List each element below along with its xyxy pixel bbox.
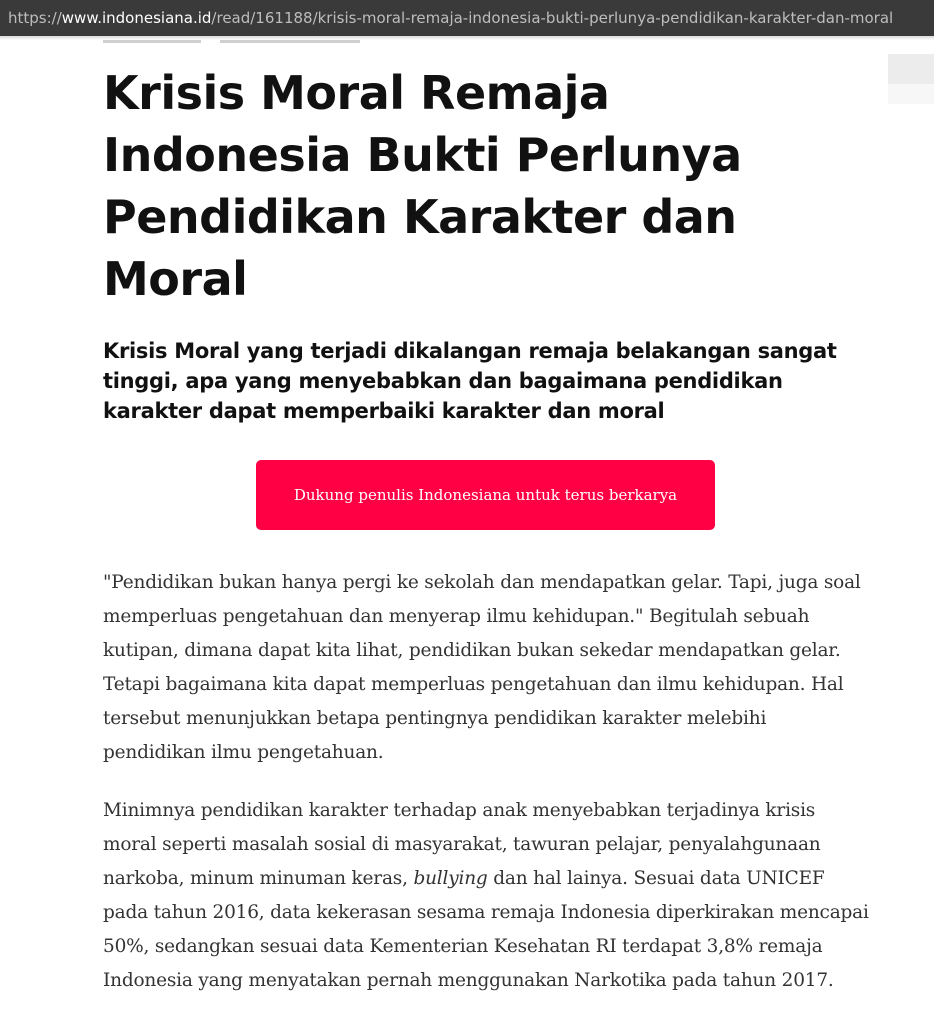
address-bar[interactable]: [0, 0, 934, 36]
article-container: [103, 62, 873, 1022]
article-subtitle: Krisis Moral yang terjadi dikalangan remaja belakangan sangat tinggi, apa yang menyebabkan dan bagaimana pendidikan karakter dapat memperbaiki karakter dan moral: [103, 339, 837, 423]
paragraph-2-italic-term: bullying: [413, 868, 488, 889]
url-path: /read/161188/krisis-moral-remaja-indonesia-bukti-perlunya-pendidikan-karakter-dan-moral: [211, 9, 894, 27]
support-writer-button[interactable]: Dukung penulis Indonesiana untuk terus berkarya: [256, 460, 715, 530]
top-nav-tab-2[interactable]: [220, 40, 360, 43]
paragraph-2-text-b: dan hal lainya. Sesuai data UNICEF pada tahun 2016, data kekerasan sesama remaja Indonesia diperkirakan mencapai 50%, sedangkan sesuai data Kementerian Kesehatan RI terdapat 3,8% remaja Indonesia yang menyatakan pernah menggunakan Narkotika pada tahun 2017.: [103, 868, 869, 991]
side-floating-widget[interactable]: [888, 54, 934, 84]
article-title: Krisis Moral Remaja Indonesia Bukti Perlunya Pendidikan Karakter dan Moral: [103, 66, 742, 306]
article-paragraph-1: "Pendidikan bukan hanya pergi ke sekolah dan mendapatkan gelar. Tapi, juga soal memperluas pengetahuan dan menyerap ilmu kehidupan." Begitulah sebuah kutipan, dimana dapat kita lihat, pendidikan bukan sekedar mendapatkan gelar. Tetapi bagaimana kita dapat memperluas pengetahuan dan ilmu kehidupan. Hal tersebut menunjukkan betapa pentingnya pendidikan karakter melebihi pendidikan ilmu pengetahuan.: [103, 572, 861, 763]
article-body: [103, 566, 873, 998]
article-paragraph-2: [103, 794, 873, 998]
url-host: www.indonesiana.id: [61, 9, 212, 27]
side-widget-shadow: [888, 84, 934, 104]
top-nav-tab-1[interactable]: [103, 40, 201, 43]
url-scheme: https://: [8, 9, 62, 27]
paragraph-2-text-a: Minimnya pendidikan karakter terhadap anak menyebabkan terjadinya krisis moral seperti masalah sosial di masyarakat, tawuran pelajar, penyalahgunaan narkoba, minum minuman keras,: [103, 800, 821, 889]
